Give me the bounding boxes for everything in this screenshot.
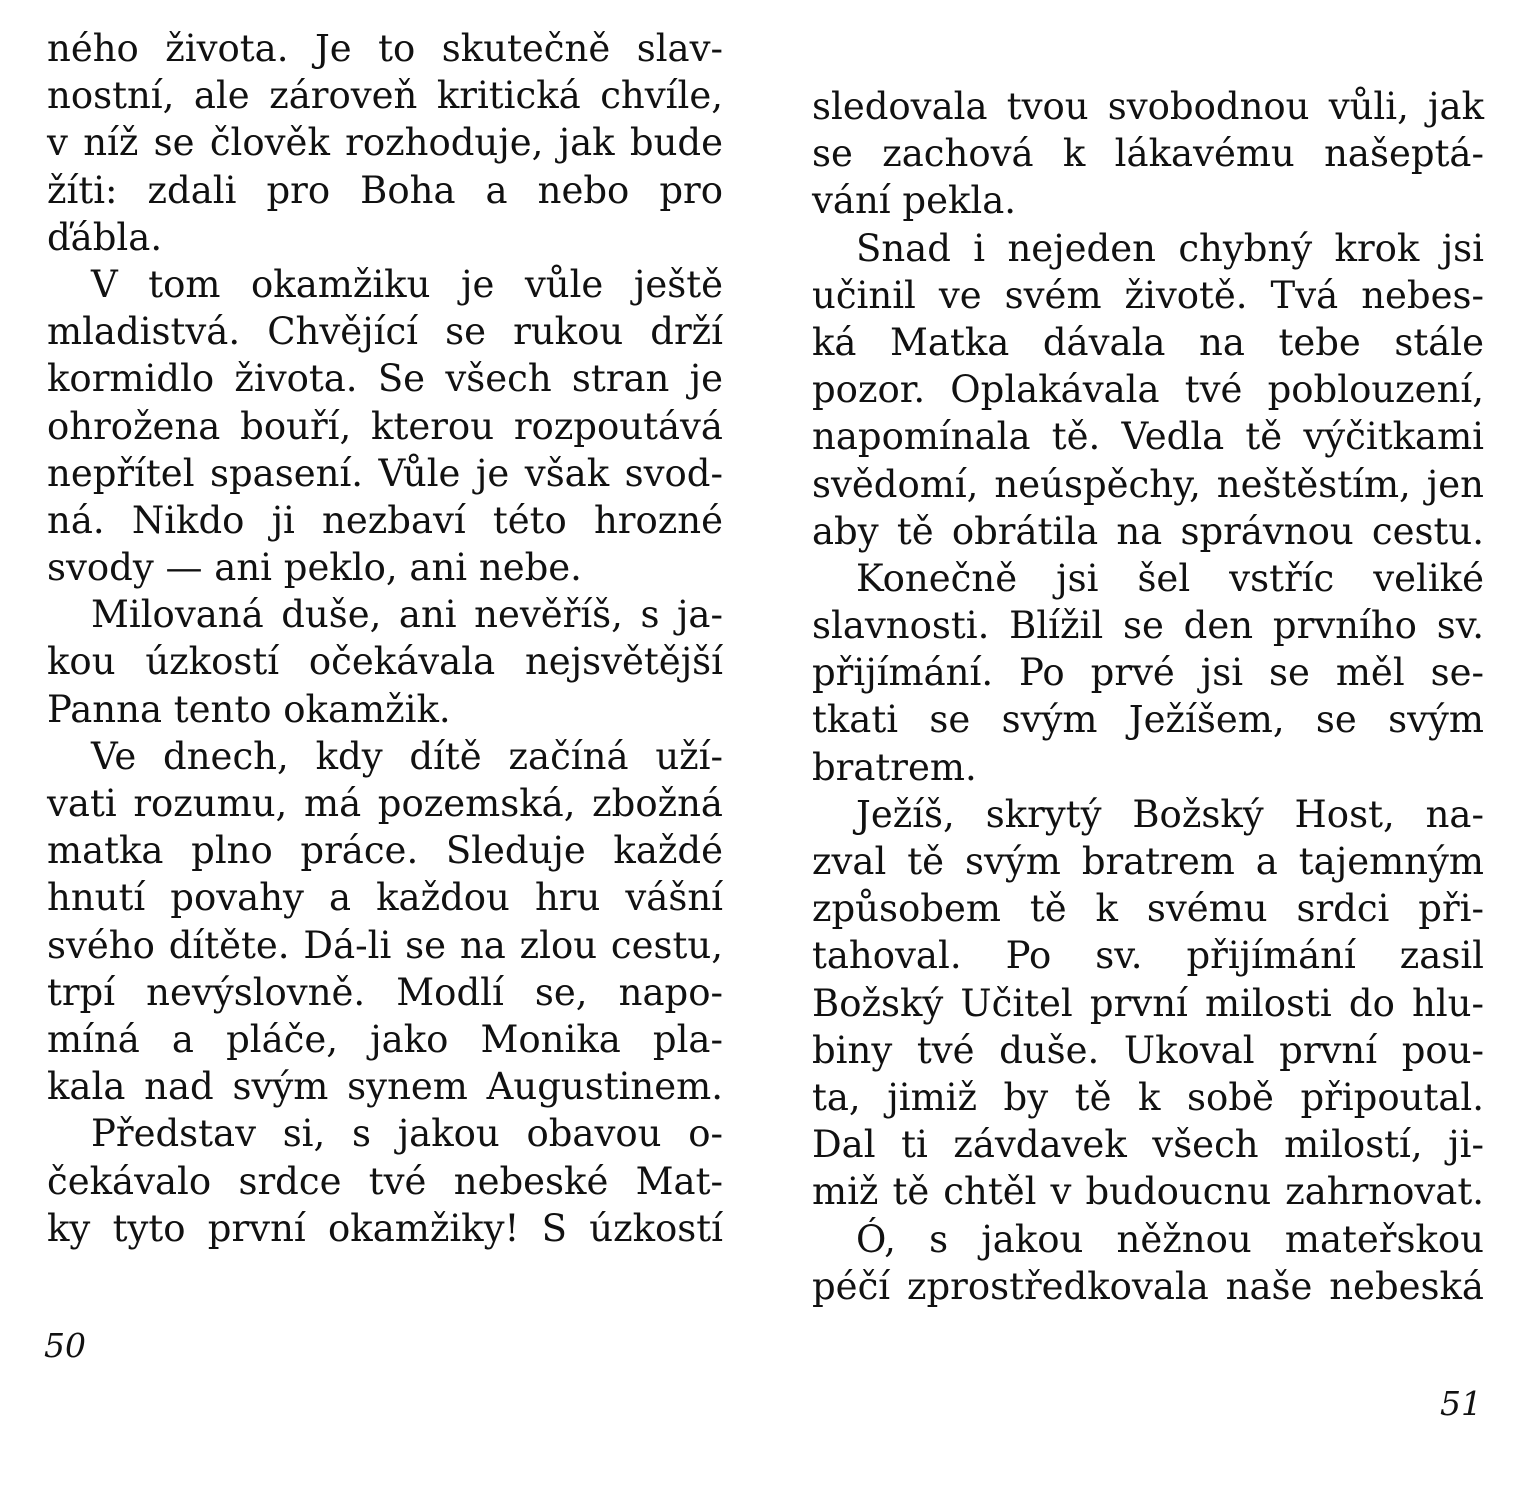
paragraph xyxy=(47,1110,723,1252)
text-line: kormidlo života. Se všech stran je xyxy=(47,357,723,401)
paragraph xyxy=(812,791,1484,1216)
text-line: slavnosti. Blížil se den prvního sv. xyxy=(812,604,1484,648)
text-line: žíti: zdali pro Boha a nebo pro xyxy=(47,168,723,212)
text-line: Konečně jsi šel vstříc veliké xyxy=(856,556,1484,600)
text-line: čekávalo srdce tvé nebeské Mat- xyxy=(47,1159,723,1203)
text-line: Snad i nejeden chybný krok jsi xyxy=(856,226,1484,270)
text-line: kou úzkostí očekávala nejsvětější xyxy=(47,640,723,684)
text-line: tahoval. Po sv. přijímání zasil xyxy=(812,934,1484,978)
text-line: svého dítěte. Dá-li se na zlou cestu, xyxy=(47,923,723,967)
text-line: vání pekla. xyxy=(812,179,1017,223)
text-line: kala nad svým synem Augustinem. xyxy=(47,1065,723,1109)
text-line: péčí zprostředkovala naše nebeská xyxy=(812,1264,1484,1308)
page-number: 50 xyxy=(44,1326,86,1365)
text-line: matka plno práce. Sleduje každé xyxy=(47,829,723,873)
text-line: nepřítel spasení. Vůle je však svod- xyxy=(47,451,723,495)
text-line: ky tyto první okamžiky! S úzkostí xyxy=(47,1206,723,1250)
text-line: svědomí, neúspěchy, neštěstím, jen xyxy=(812,462,1484,506)
text-line: napomínala tě. Vedla tě výčitkami xyxy=(812,415,1484,459)
text-line: Božský Učitel první milosti do hlu- xyxy=(812,981,1484,1025)
text-line: ďábla. xyxy=(47,215,163,259)
paragraph xyxy=(812,555,1484,791)
text-line: způsobem tě k svému srdci při- xyxy=(812,887,1484,931)
paragraph xyxy=(812,225,1484,555)
text-line: V tom okamžiku je vůle ještě xyxy=(91,262,723,306)
text-line: míná a pláče, jako Monika pla- xyxy=(47,1017,723,1061)
text-line: aby tě obrátila na správnou cestu. xyxy=(812,509,1484,553)
text-line: miž tě chtěl v budoucnu zahrnovat. xyxy=(812,1170,1484,1214)
text-line: mladistvá. Chvějící se rukou drží xyxy=(47,310,723,354)
text-line: Ó, s jakou něžnou mateřskou xyxy=(856,1217,1484,1261)
text-line: Ježíš, skrytý Božský Host, na- xyxy=(856,792,1484,836)
text-line: ného života. Je to skutečně slav- xyxy=(47,27,723,70)
text-line: hnutí povahy a každou hru vášní xyxy=(47,876,723,920)
text-line: Ve dnech, kdy dítě začíná uží- xyxy=(91,734,723,778)
text-line: nostní, ale zároveň kritická chvíle, xyxy=(47,74,723,118)
right-page-text xyxy=(812,83,1484,1310)
right-page xyxy=(764,0,1528,1500)
text-line: sledovala tvou svobodnou vůli, jak xyxy=(812,85,1484,128)
text-line: Milovaná duše, ani nevěříš, s ja- xyxy=(91,593,723,637)
paragraph xyxy=(812,1216,1484,1310)
text-line: přijímání. Po prvé jsi se měl se- xyxy=(812,651,1484,695)
text-line: ká Matka dávala na tebe stále xyxy=(812,320,1484,364)
text-line: bratrem. xyxy=(812,745,977,789)
paragraph xyxy=(812,83,1484,225)
text-line: ohrožena bouří, kterou rozpoutává xyxy=(47,404,723,448)
text-line: ta, jimiž by tě k sobě připoutal. xyxy=(812,1075,1484,1119)
text-line: ná. Nikdo ji nezbaví této hrozné xyxy=(47,498,723,542)
text-line: učinil ve svém životě. Tvá nebes- xyxy=(812,273,1484,317)
paragraph xyxy=(47,591,723,733)
page-number: 51 xyxy=(1440,1384,1482,1423)
text-line: tkati se svým Ježíšem, se svým xyxy=(812,698,1484,742)
text-line: trpí nevýslovně. Modlí se, napo- xyxy=(47,970,723,1014)
text-line: svody — ani peklo, ani nebe. xyxy=(47,546,582,590)
text-line: Dal ti závdavek všech milostí, ji- xyxy=(812,1123,1484,1167)
paragraph xyxy=(47,261,723,591)
text-line: zval tě svým bratrem a tajemným xyxy=(812,840,1484,883)
text-line: se zachová k lákavému našeptá- xyxy=(812,132,1484,176)
text-line: biny tvé duše. Ukoval první pou- xyxy=(812,1028,1484,1072)
paragraph xyxy=(47,733,723,1111)
text-line: pozor. Oplakávala tvé poblouzení, xyxy=(812,368,1484,412)
paragraph xyxy=(47,25,723,261)
text-line: v níž se člověk rozhoduje, jak bude xyxy=(47,121,723,165)
text-line: Panna tento okamžik. xyxy=(47,687,451,731)
text-line: vati rozumu, má pozemská, zbožná xyxy=(47,782,723,825)
text-line: Představ si, s jakou obavou o- xyxy=(91,1112,723,1156)
left-page-text xyxy=(47,25,723,1252)
